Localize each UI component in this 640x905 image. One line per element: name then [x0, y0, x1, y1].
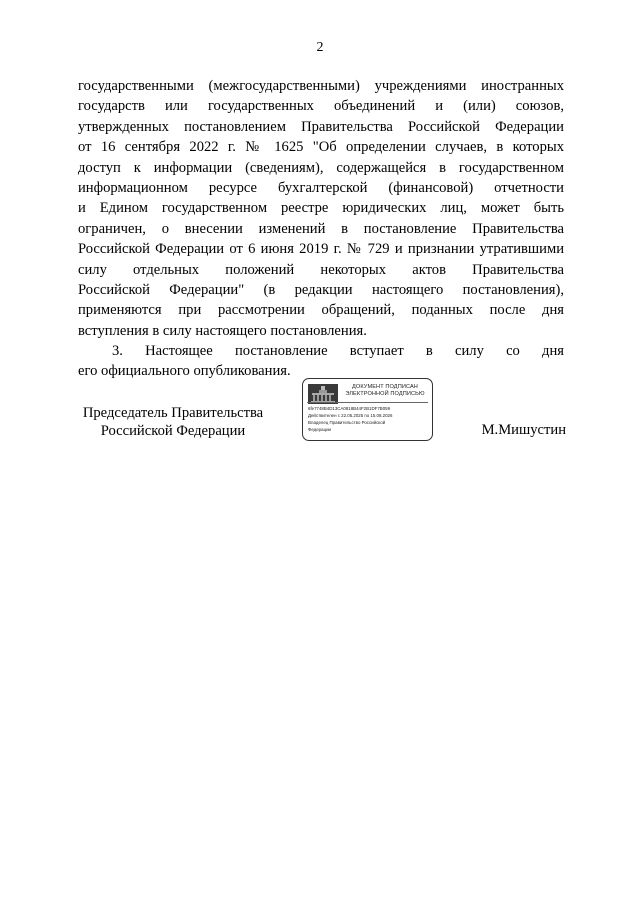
certificate-number: 6fe7748B4D13CA0818B44F2B1DF7B059 — [308, 406, 391, 411]
document-body — [78, 76, 564, 382]
text-line: Российской Федерации" (в редакции настоящего постановления), — [78, 281, 564, 298]
stamp-divider — [307, 402, 428, 403]
text-line: утвержденных постановлением Правительства Российской Федерации — [78, 118, 564, 135]
electronic-signature-stamp — [302, 378, 433, 441]
text-line: вступления в силу настоящего постановления. — [78, 322, 367, 339]
stamp-heading-line: ДОКУМЕНТ ПОДПИСАН — [352, 384, 418, 390]
building-emblem-icon — [308, 384, 338, 404]
validity-period: Действителен с 22.05.2025 по 15.08.2026 — [308, 413, 393, 418]
text-line: государственными (межгосударственными) учреждениями иностранных — [78, 78, 564, 94]
text-line: применяются при рассмотрении обращений, поданных после дня — [78, 302, 564, 319]
text-line: ограничен, о внесении изменений в постановление Правительства — [78, 220, 564, 237]
signer-title-line: Российской Федерации — [100, 423, 246, 439]
text-line: силу отдельных положений некоторых актов Правительства — [78, 261, 564, 278]
owner-line: Федерации — [308, 427, 331, 432]
paragraph-3-line: 3. Настоящее постановление вступает в силу со дня — [112, 343, 564, 360]
text-line: информационном ресурсе бухгалтерской (финансовой) отчетности — [78, 179, 564, 196]
signer-name: М.Мишустин — [481, 422, 566, 438]
stamp-details — [308, 405, 430, 433]
signer-title-line: Председатель Правительства — [82, 405, 264, 421]
page-number: 2 — [316, 40, 324, 55]
paragraph-3-line: его официального опубликования. — [78, 363, 291, 380]
stamp-heading-line: ЭЛЕКТРОННОЙ ПОДПИСЬЮ — [345, 391, 425, 397]
text-line: государств или государственных объединений и (или) союзов, — [78, 98, 564, 115]
stamp-heading — [341, 384, 429, 398]
text-line: от 16 сентября 2022 г. № 1625 "Об определении случаев, в которых — [78, 139, 564, 156]
text-line: и Едином государственном реестре юридических лиц, может быть — [78, 200, 564, 217]
signer-title — [78, 404, 268, 440]
text-line: Российской Федерации от 6 июня 2019 г. № 729 и признании утратившими — [78, 241, 564, 258]
owner-line: Владелец Правительство Российской — [308, 420, 386, 425]
text-line: доступ к информации (сведениям), содержащейся в государственном — [78, 159, 564, 176]
